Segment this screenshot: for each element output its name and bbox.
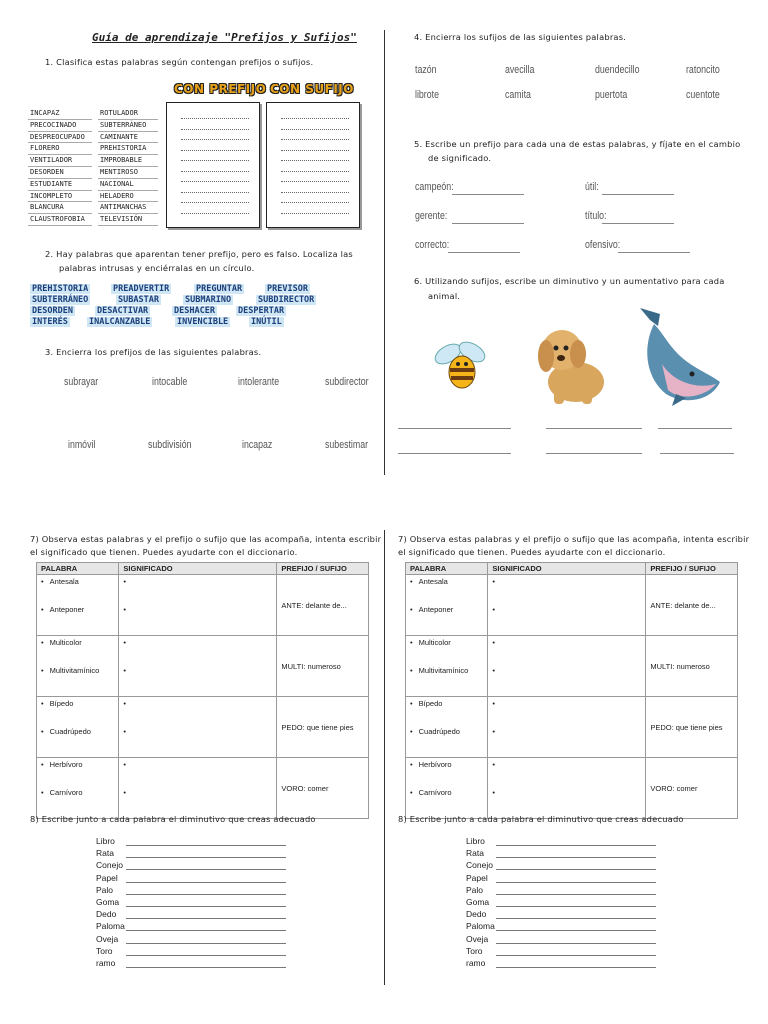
diminutive-row [466, 946, 500, 958]
table-row [406, 575, 738, 636]
diminutive-word: Toro [466, 945, 483, 956]
page-title: Guía de aprendizaje "Prefijos y Sufijos" [92, 31, 357, 44]
question-2-line1: 2. Hay palabras que aparentan tener prefijo, pero es falso. Localiza las [45, 249, 353, 259]
diminutive-blank[interactable] [496, 967, 656, 968]
diminutive-blank[interactable] [126, 918, 286, 919]
suffix-word[interactable]: camita [505, 89, 531, 101]
table-header: PREFIJO / SUFIJO [277, 563, 369, 575]
table-word: • Bípedo [410, 699, 483, 727]
diminutive-word: Goma [96, 897, 120, 907]
table-word: • Carnívoro [41, 788, 114, 816]
con-sufijo-label: CON SUFIJO [270, 82, 354, 96]
diminutive-word: Palo [96, 884, 114, 895]
prefix-word[interactable]: subdivisión [148, 439, 192, 451]
intruder-word[interactable]: PREVISOR [267, 284, 308, 294]
meaning-blank[interactable] [492, 699, 641, 727]
word-item: BLANCURA [28, 202, 92, 214]
diminutive-word: Oveja [96, 933, 119, 944]
diminutive-word: Dedo [466, 909, 487, 920]
word-item: IMPROBABLE [98, 155, 158, 167]
word-item: ROTULADOR [98, 108, 158, 120]
answer-line[interactable] [181, 212, 249, 214]
diminutive-row [96, 958, 130, 970]
animal-blank-4[interactable] [398, 452, 511, 454]
intruder-word[interactable]: DESHACER [174, 306, 215, 316]
word-item: SUBTERRÁNEO [98, 120, 158, 132]
diminutive-row [96, 860, 130, 872]
table-header: PALABRA [406, 563, 488, 575]
diminutive-blank[interactable] [126, 906, 286, 907]
diminutive-blank[interactable] [496, 857, 656, 858]
answer-line[interactable] [281, 180, 349, 182]
diminutive-blank[interactable] [496, 882, 656, 883]
word-column-1 [28, 108, 92, 226]
diminutive-word: Paloma [96, 921, 125, 932]
section7-intro-line2: el significado que tienen. Puedes ayudarte con el diccionario. [30, 547, 298, 557]
diminutive-blank[interactable] [126, 894, 286, 895]
prefix-word[interactable]: incapaz [242, 439, 273, 451]
table-row [37, 697, 369, 758]
intruder-word[interactable]: DESPERTAR [238, 306, 285, 316]
table-header: SIGNIFICADO [119, 563, 277, 575]
answer-line[interactable] [181, 159, 249, 161]
diminutive-word: Conejo [96, 860, 123, 871]
word-cell [406, 697, 488, 758]
answer-line[interactable] [281, 149, 349, 151]
table-word: • Multicolor [410, 638, 483, 666]
question-3: 3. Encierra los prefijos de las siguientes palabras. [45, 347, 262, 357]
intruder-word[interactable]: DESACTIVAR [97, 306, 149, 316]
diminutive-row [466, 921, 500, 933]
table-word: • Multivitamínico [410, 666, 483, 694]
intruder-word[interactable]: SUBASTAR [118, 295, 159, 305]
affix-table [36, 562, 369, 819]
answer-line[interactable] [181, 128, 249, 130]
affix-cell: MULTI: numeroso [646, 636, 738, 697]
meaning-cell[interactable] [119, 636, 277, 697]
meaning-cell[interactable] [488, 636, 646, 697]
meaning-blank[interactable] [123, 638, 272, 666]
word-cell [37, 575, 119, 636]
diminutive-blank[interactable] [496, 845, 656, 846]
table-header: SIGNIFICADO [488, 563, 646, 575]
prefix-blank[interactable] [452, 222, 524, 224]
word-item: PRECOCINADO [28, 120, 92, 132]
animal-blank-2[interactable] [546, 427, 642, 429]
word-item: VENTILADOR [28, 155, 92, 167]
table-word: • Cuadrúpedo [410, 727, 483, 755]
affix-cell: VORO: comer [646, 758, 738, 819]
table-row [406, 758, 738, 819]
meaning-blank[interactable] [123, 727, 272, 755]
diminutive-blank[interactable] [126, 943, 286, 944]
diminutive-row [466, 958, 500, 970]
prefix-word[interactable]: subrayar [64, 376, 99, 388]
intruder-word[interactable]: SUBDIRECTOR [258, 295, 315, 305]
meaning-cell[interactable] [488, 697, 646, 758]
diminutive-blank[interactable] [496, 943, 656, 944]
intruder-word[interactable]: DESORDEN [32, 306, 73, 316]
intruder-word[interactable]: INALCANZABLE [89, 317, 151, 327]
prefix-blank[interactable] [602, 193, 674, 195]
affix-cell: ANTE: delante de... [646, 575, 738, 636]
intruder-word[interactable]: INVENCIBLE [177, 317, 229, 327]
diminutive-row [96, 921, 130, 933]
diminutive-blank[interactable] [496, 906, 656, 907]
answer-line[interactable] [181, 191, 249, 193]
meaning-blank[interactable] [492, 605, 641, 633]
question-2-line2: palabras intrusas y enciérralas en un círculo. [59, 263, 255, 273]
prefix-paper [166, 102, 260, 228]
word-item: TELEVISIÓN [98, 214, 158, 226]
affix-cell: MULTI: numeroso [277, 636, 369, 697]
answer-line[interactable] [281, 191, 349, 193]
answer-line[interactable] [181, 170, 249, 172]
diminutive-row [96, 885, 130, 897]
diminutive-row [466, 934, 500, 946]
diminutive-blank[interactable] [126, 930, 286, 931]
suffix-word[interactable]: ratoncito [686, 64, 720, 76]
diminutive-row [96, 909, 130, 921]
prefix-word[interactable]: subdirector [325, 376, 369, 388]
diminutive-blank[interactable] [126, 967, 286, 968]
diminutive-row [96, 934, 130, 946]
prefix-target-word: correcto: [415, 239, 450, 251]
diminutive-word: Rata [466, 848, 484, 859]
diminutive-word: Dedo [96, 909, 117, 920]
word-item: INCAPAZ [28, 108, 92, 120]
diminutive-row [466, 860, 500, 872]
intruder-word[interactable]: SUBTERRÁNEO [32, 295, 89, 305]
table-row [37, 575, 369, 636]
table-row [406, 697, 738, 758]
bottom-divider [384, 530, 385, 985]
prefix-word[interactable]: intolerante [238, 376, 280, 388]
word-cell [37, 636, 119, 697]
word-item: INCOMPLETO [28, 191, 92, 203]
table-word: • Bípedo [41, 699, 114, 727]
affix-cell: ANTE: delante de... [277, 575, 369, 636]
word-cell [406, 758, 488, 819]
prefix-target-word: útil: [585, 181, 599, 193]
diminutive-word: ramo [466, 958, 486, 968]
meaning-cell[interactable] [488, 575, 646, 636]
diminutive-blank[interactable] [126, 845, 286, 846]
affix-table [405, 562, 738, 819]
intruder-word[interactable]: PREHISTORIA [32, 284, 89, 294]
word-item: HELADERO [98, 191, 158, 203]
diminutive-blank[interactable] [126, 857, 286, 858]
word-cell [37, 697, 119, 758]
prefix-target-word: ofensivo: [585, 239, 621, 251]
prefix-blank[interactable] [448, 251, 520, 253]
table-word: • Herbívoro [41, 760, 114, 788]
answer-line[interactable] [181, 138, 249, 140]
question-5-line2: de significado. [428, 153, 492, 163]
section8-intro: 8) Escribe junto a cada palabra el diminutivo que creas adecuado [30, 814, 316, 824]
diminutive-row [466, 873, 500, 885]
word-item: NACIONAL [98, 179, 158, 191]
diminutive-word: Papel [96, 872, 118, 883]
word-cell [406, 636, 488, 697]
meaning-cell[interactable] [488, 758, 646, 819]
diminutive-word: Papel [466, 872, 488, 883]
table-word: • Anteponer [41, 605, 114, 633]
table-header: PALABRA [37, 563, 119, 575]
diminutive-row [96, 946, 130, 958]
word-item: DESPREOCUPADO [28, 132, 92, 144]
table-word: • Cuadrúpedo [41, 727, 114, 755]
meaning-blank[interactable] [492, 760, 641, 788]
suffix-word[interactable]: puertota [595, 89, 628, 101]
meaning-blank[interactable] [123, 760, 272, 788]
answer-line[interactable] [181, 149, 249, 151]
answer-line[interactable] [181, 117, 249, 119]
suffix-word[interactable]: cuentote [686, 89, 720, 101]
question-4: 4. Encierra los sufijos de las siguientes palabras. [414, 32, 627, 42]
diminutive-word: ramo [96, 958, 116, 968]
diminutive-word: Paloma [466, 921, 495, 932]
diminutive-word: Oveja [466, 933, 489, 944]
answer-line[interactable] [281, 117, 349, 119]
word-item: ANTIMANCHAS [98, 202, 158, 214]
meaning-blank[interactable] [492, 727, 641, 755]
suffix-word[interactable]: duendecillo [595, 64, 640, 76]
word-item: PREHISTORIA [98, 143, 158, 155]
dog-icon [532, 322, 614, 406]
meaning-blank[interactable] [123, 577, 272, 605]
diminutive-row [466, 885, 500, 897]
section7-intro-line2: el significado que tienen. Puedes ayudarte con el diccionario. [398, 547, 666, 557]
diminutive-row [466, 897, 500, 909]
meaning-cell[interactable] [119, 697, 277, 758]
table-header: PREFIJO / SUFIJO [646, 563, 738, 575]
word-cell [37, 758, 119, 819]
answer-line[interactable] [281, 159, 349, 161]
meaning-blank[interactable] [123, 666, 272, 694]
diminutive-blank[interactable] [496, 918, 656, 919]
meaning-cell[interactable] [119, 575, 277, 636]
diminutive-row [466, 909, 500, 921]
intruder-word[interactable]: PREADVERTIR [113, 284, 170, 294]
table-word: • Herbívoro [410, 760, 483, 788]
prefix-blank[interactable] [452, 193, 524, 195]
intruder-word[interactable]: INÚTIL [251, 317, 282, 327]
affix-cell: PEDO: que tiene pies [646, 697, 738, 758]
meaning-blank[interactable] [492, 666, 641, 694]
word-item: CAMINANTE [98, 132, 158, 144]
diminutive-blank[interactable] [126, 869, 286, 870]
suffix-paper [266, 102, 360, 228]
word-item: FLORERO [28, 143, 92, 155]
diminutive-word: Libro [96, 836, 115, 846]
prefix-target-word: campeón: [415, 181, 454, 193]
animal-blank-1[interactable] [398, 427, 511, 429]
diminutive-word: Conejo [466, 860, 493, 871]
prefix-word[interactable]: inmóvil [68, 439, 96, 451]
animal-blank-3[interactable] [658, 427, 732, 429]
meaning-blank[interactable] [492, 577, 641, 605]
question-6-line2: animal. [428, 291, 461, 301]
diminutive-word: Palo [466, 884, 484, 895]
section7-intro-line1: 7) Observa estas palabras y el prefijo o sufijo que las acompaña, intenta escribir [30, 534, 382, 544]
diminutive-word: Libro [466, 836, 485, 846]
word-column-2 [98, 108, 158, 226]
suffix-word[interactable]: librote [415, 89, 439, 101]
table-word: • Multicolor [41, 638, 114, 666]
suffix-word[interactable]: avecilla [505, 64, 535, 76]
prefix-blank[interactable] [618, 251, 690, 253]
diminutive-word: Toro [96, 945, 113, 956]
intruder-word[interactable]: PREGUNTAR [196, 284, 243, 294]
meaning-cell[interactable] [119, 758, 277, 819]
table-row [406, 636, 738, 697]
diminutive-blank[interactable] [496, 930, 656, 931]
table-word: • Antesala [41, 577, 114, 605]
word-item: MENTIROSO [98, 167, 158, 179]
affix-cell: VORO: comer [277, 758, 369, 819]
word-item: ESTUDIANTE [28, 179, 92, 191]
table-word: • Antesala [410, 577, 483, 605]
word-cell [406, 575, 488, 636]
prefix-target-word: gerente: [415, 210, 448, 222]
meaning-blank[interactable] [492, 638, 641, 666]
intruder-word[interactable]: SUBMARINO [185, 295, 232, 305]
answer-line[interactable] [281, 128, 349, 130]
question-1: 1. Clasifica estas palabras según contengan prefijos o sufijos. [45, 57, 314, 67]
diminutive-word: Rata [96, 848, 114, 859]
diminutive-blank[interactable] [126, 882, 286, 883]
word-item: DESORDEN [28, 167, 92, 179]
animal-blank-6[interactable] [660, 452, 734, 454]
section7-intro-line1: 7) Observa estas palabras y el prefijo o sufijo que las acompaña, intenta escribir [398, 534, 750, 544]
meaning-blank[interactable] [123, 605, 272, 633]
table-row [37, 636, 369, 697]
table-word: • Carnívoro [410, 788, 483, 816]
answer-line[interactable] [281, 201, 349, 203]
answer-line[interactable] [281, 212, 349, 214]
prefix-word[interactable]: subestimar [325, 439, 369, 451]
diminutive-row [96, 897, 130, 909]
affix-cell: PEDO: que tiene pies [277, 697, 369, 758]
question-6-line1: 6. Utilizando sufijos, escribe un diminutivo y un aumentativo para cada [414, 276, 725, 286]
meaning-blank[interactable] [123, 699, 272, 727]
table-row [37, 758, 369, 819]
diminutive-blank[interactable] [496, 955, 656, 956]
diminutive-row [96, 873, 130, 885]
section8-intro: 8) Escribe junto a cada palabra el diminutivo que creas adecuado [398, 814, 684, 824]
prefix-target-word: título: [585, 210, 607, 222]
answer-line[interactable] [181, 201, 249, 203]
suffix-word[interactable]: tazón [415, 64, 437, 76]
answer-line[interactable] [181, 180, 249, 182]
animal-blank-5[interactable] [546, 452, 642, 454]
diminutive-row [96, 836, 130, 848]
word-item: CLAUSTROFOBIA [28, 214, 92, 226]
prefix-word[interactable]: intocable [152, 376, 188, 388]
bee-icon [430, 338, 492, 394]
diminutive-blank[interactable] [496, 869, 656, 870]
prefix-blank[interactable] [602, 222, 674, 224]
table-word: • Multivitamínico [41, 666, 114, 694]
diminutive-row [466, 848, 500, 860]
diminutive-blank[interactable] [126, 955, 286, 956]
answer-line[interactable] [281, 138, 349, 140]
diminutive-row [96, 848, 130, 860]
table-word: • Anteponer [410, 605, 483, 633]
top-divider [384, 30, 385, 475]
con-prefijo-label: CON PREFIJO [174, 82, 267, 96]
diminutive-blank[interactable] [496, 894, 656, 895]
answer-line[interactable] [281, 170, 349, 172]
diminutive-row [466, 836, 500, 848]
whale-icon [632, 308, 724, 408]
intruder-word[interactable]: INTERÉS [32, 317, 68, 327]
question-5-line1: 5. Escribe un prefijo para cada una de estas palabras, y fíjate en el cambio [414, 139, 741, 149]
diminutive-word: Goma [466, 897, 490, 907]
